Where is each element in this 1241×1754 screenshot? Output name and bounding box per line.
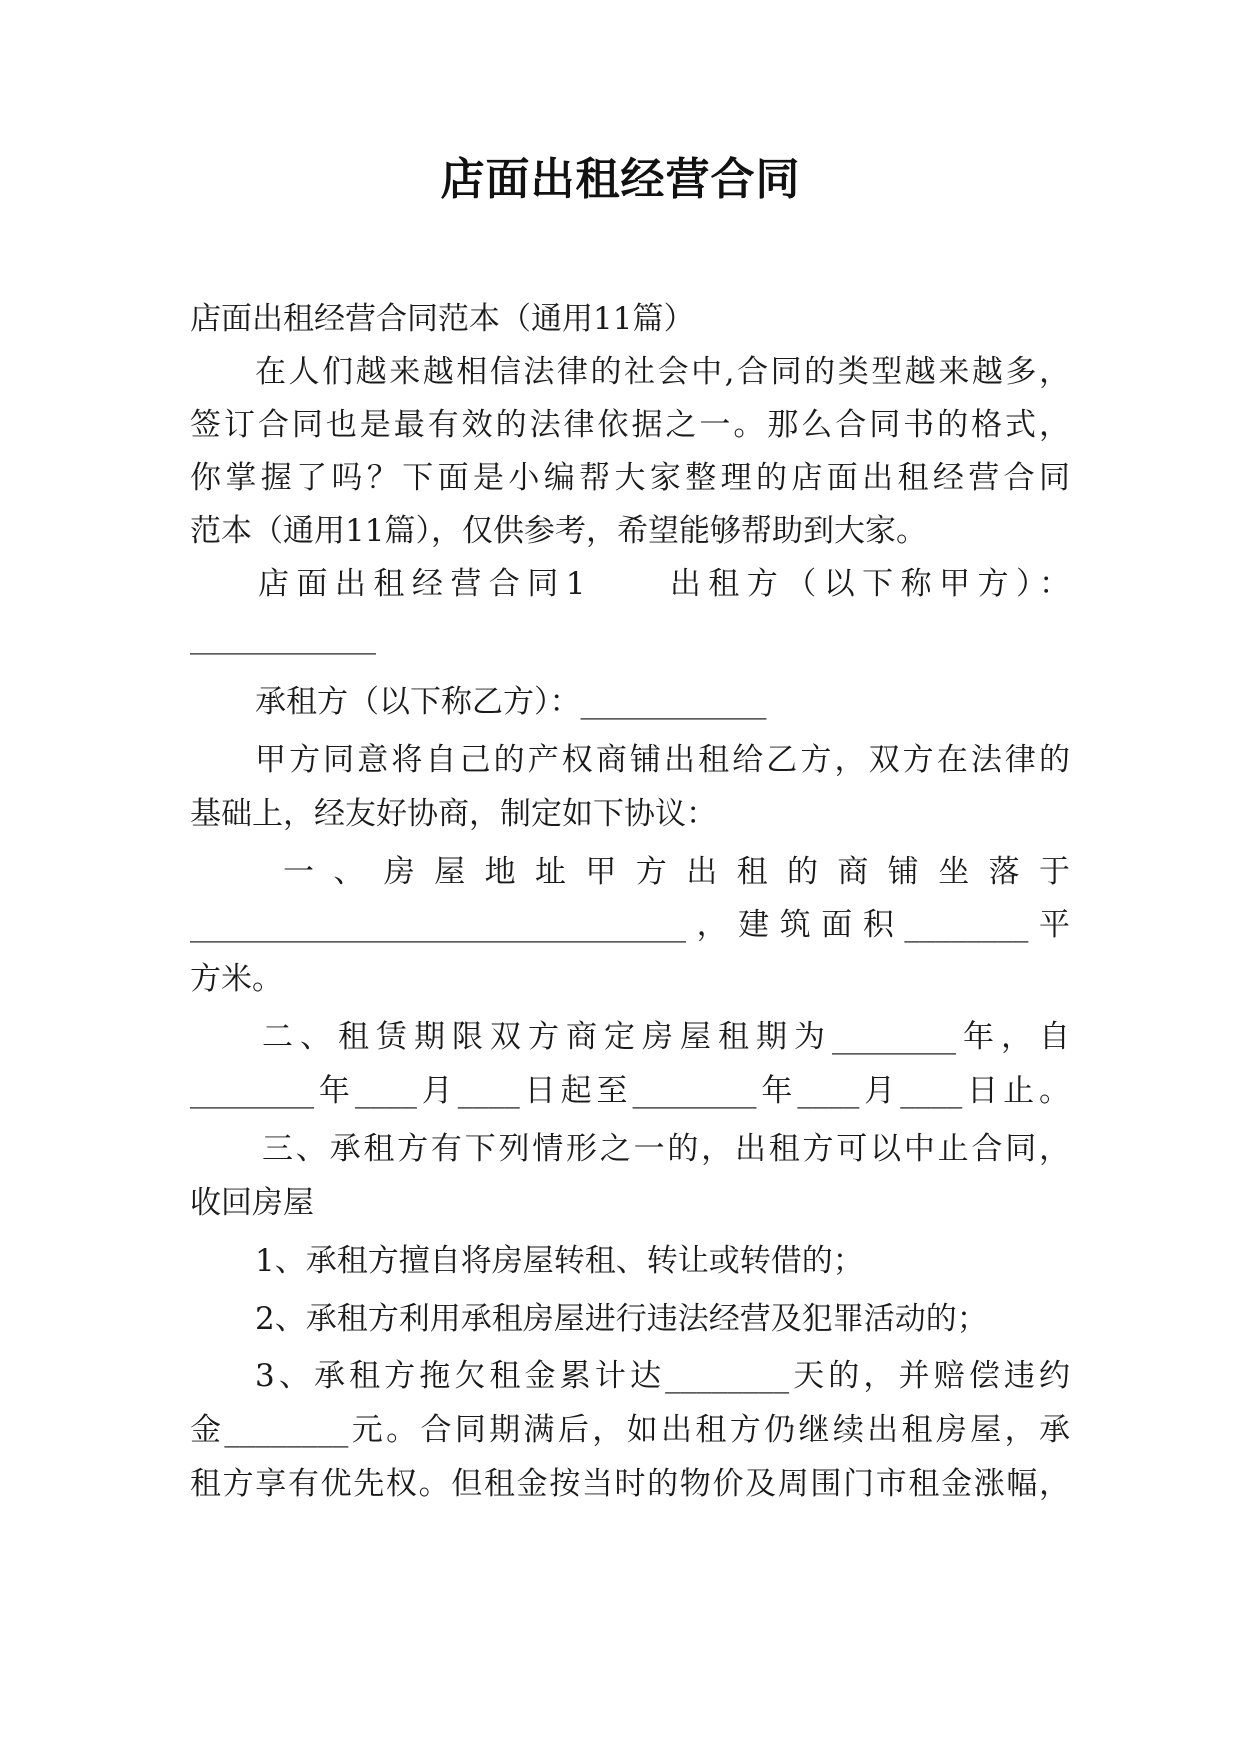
clause-3-item-2: 2、承租方利用承租房屋进行违法经营及犯罪活动的； [255,1301,988,1337]
clause-3-item-3-line-3: 租方享有优先权。但租金按当时的物价及周围门市租金涨幅， [190,1466,1070,1502]
party-a-blank: ____________ [190,619,376,655]
intro-line-4: 范本（通用11篇），仅供参考，希望能够帮助到大家。 [190,513,927,549]
clause-3-item-3-line-2: 金________元。合同期满后，如出租方仍继续出租房屋，承 [190,1412,1070,1448]
agreement-line-2: 基础上，经友好协商，制定如下协议： [190,796,717,832]
clause-1-line-1: 一、房屋地址甲方出租的商铺坐落于 [283,854,1070,890]
intro-line-1: 在人们越来越相信法律的社会中,合同的类型越来越多， [255,354,1070,390]
clause-3-line-1: 三、承租方有下列情形之一的，出租方可以中止合同， [262,1131,1070,1167]
intro-line-2: 签订合同也是最有效的法律依据之一。那么合同书的格式， [190,407,1070,443]
contract-heading-line: 店面出租经营合同1 出租方（以下称甲方）： [258,566,1070,602]
document-title: 店面出租经营合同 [440,154,801,205]
clause-1-line-3: 方米。 [190,961,283,997]
clause-3-item-1: 1、承租方擅自将房屋转租、转让或转借的； [255,1243,864,1279]
intro-line-3: 你掌握了吗？下面是小编帮大家整理的店面出租经营合同 [190,460,1070,496]
subtitle-line: 店面出租经营合同范本（通用11篇） [190,301,695,337]
clause-3-item-3-line-1: 3、承租方拖欠租金累计达________天的，并赔偿违约 [255,1358,1070,1394]
party-b-line: 承租方（以下称乙方）：____________ [255,684,767,720]
clause-2-line-1: 二、租赁期限双方商定房屋租期为________年，自 [262,1019,1070,1055]
clause-2-line-2: ________年____月____日起至________年____月____日止。 [190,1073,1070,1109]
clause-1-line-2: ________________________________，建筑面积________平 [190,907,1070,943]
clause-3-line-2: 收回房屋 [190,1185,314,1221]
agreement-line-1: 甲方同意将自己的产权商铺出租给乙方，双方在法律的 [255,742,1070,778]
